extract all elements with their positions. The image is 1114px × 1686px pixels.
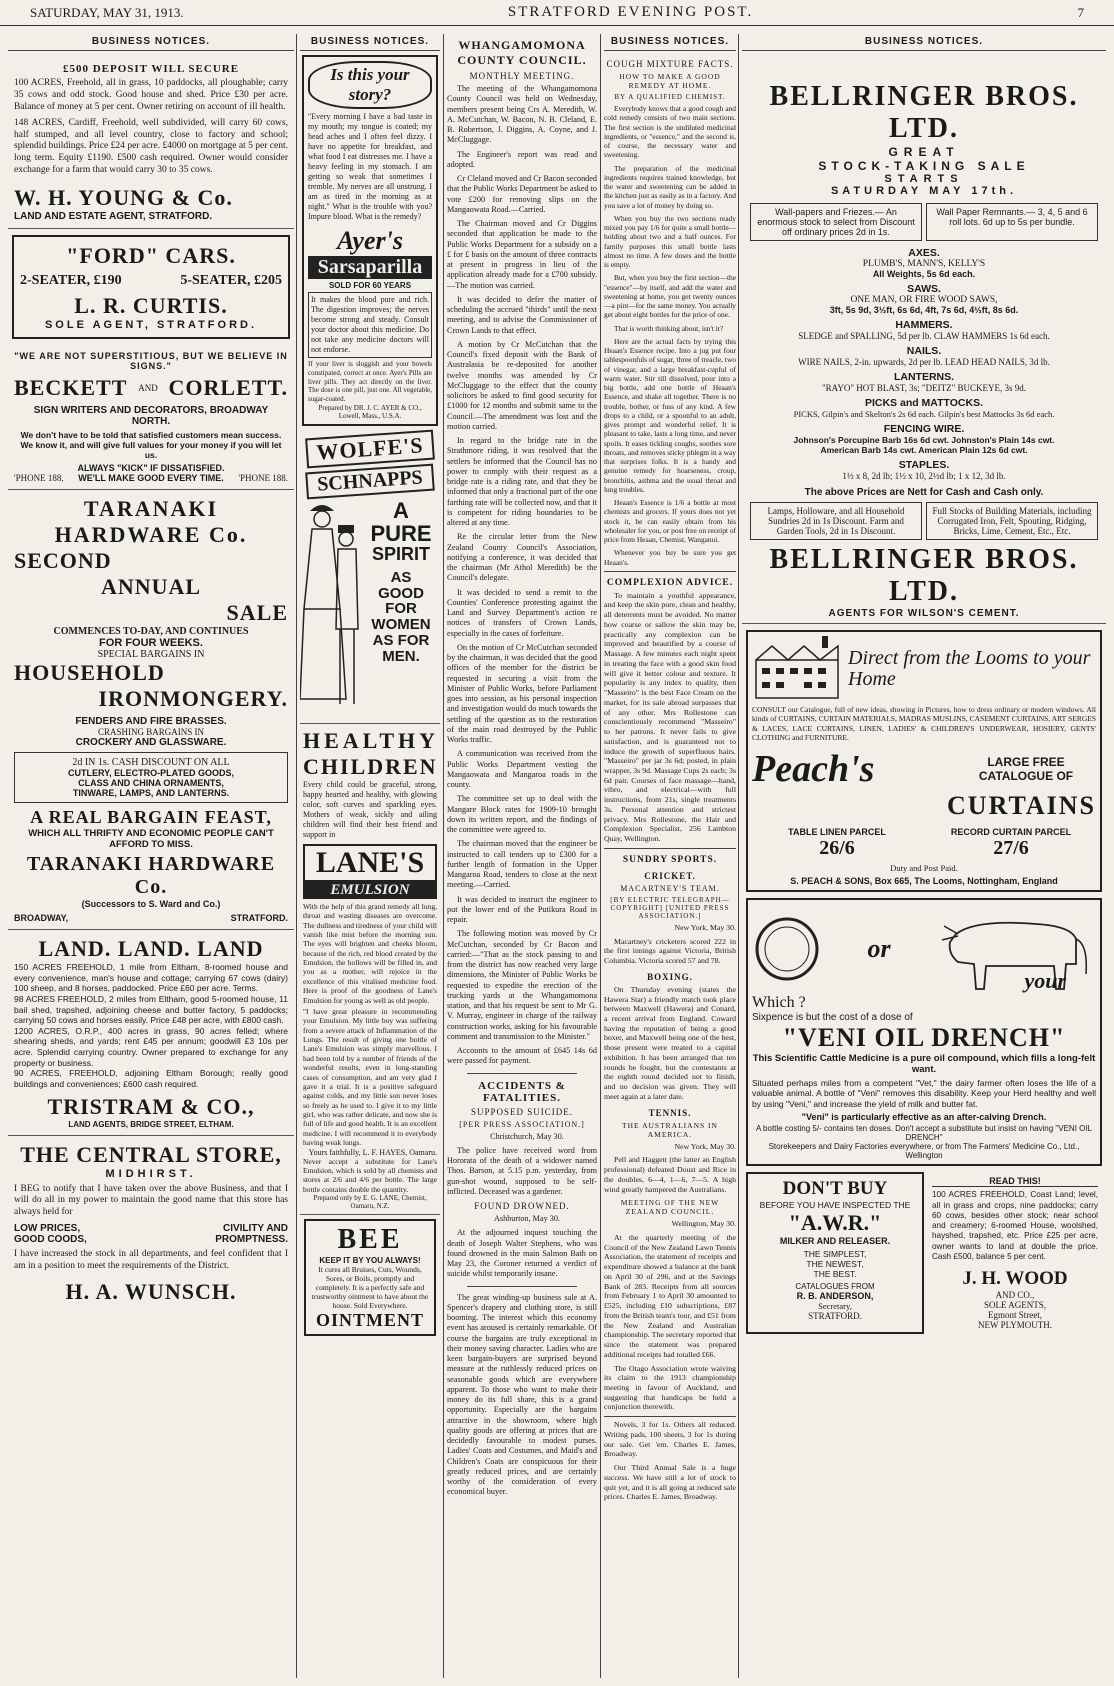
bell-remnants: Wall Paper Remnants.— 3, 4, 5 and 6 roll lots. 6d up to 5s per bundle. bbox=[926, 203, 1098, 241]
taranaki-crockery: CROCKERY AND GLASSWARE. bbox=[75, 737, 227, 748]
column-head: BUSINESS NOTICES. bbox=[8, 34, 294, 51]
council-p10: On the motion of Cr McCutchan seconded by the chairman, it was decided that the good offices of the member for the district be requested in securing a visit from the Minister of Public Works, before Parliament goes into session, as his personal inspection and investigation would do much towards the settling of the question as to the restoration of the main road destroyed by the Public Works traffic. bbox=[447, 642, 597, 744]
bell-hammers: HAMMERS. bbox=[895, 319, 953, 331]
council-p3: Cr Cleland moved and Cr Bacon seconded that the Public Works Department be asked to vote £200 for removing slips on the Mangaowata Road.—Carried. bbox=[447, 174, 597, 214]
tristram-p3: 1200 ACRES, O.R.P., 400 acres in grass, 90 acres felled; where shearing sheds, and yards; rent £45 per annum; goodwill £3 10s per acre. Splendid carrying country. Owner prepared to exchange for any property or business. bbox=[14, 1025, 288, 1068]
wolfe-as: AS bbox=[390, 568, 412, 586]
ford-title: "FORD" CARS. bbox=[66, 243, 236, 268]
tristram-title: LAND. LAND. LAND bbox=[38, 936, 264, 961]
veni-bottle: A bottle costing 5/- contains ten doses. Don't accept a substitute but insist on having "VENI OIL DRENCH" bbox=[755, 1124, 1093, 1143]
ford-tag: SOLE AGENT, STRATFORD. bbox=[44, 319, 258, 331]
column-3 bbox=[447, 34, 597, 1678]
wood-name: J. H. WOOD bbox=[962, 1268, 1068, 1290]
lane-brand: LANE'S bbox=[303, 844, 437, 882]
young-p2: 148 ACRES, Cardiff, Freehold, well subdivided, will carry 60 cows, half stumped, and all level country, close to factory and school; splendid buildings. Price £24 per acre. £4000 on mortgage at 5 per cent. long term. Equity £1190. £500 cash required. Owner would consider exchange for a farm that would carry 30 to 35 cows. bbox=[14, 117, 288, 176]
james-sale: Our Third Annual Sale is a huge success. We have still a lot of stock to quit yet, and it is all going at reduced sale prices. Charles E. James, Broadway. bbox=[604, 1463, 736, 1502]
column-rule bbox=[296, 34, 297, 1678]
awr-ad bbox=[746, 1172, 924, 1334]
veni-store: Storekeepers and Dairy Factories everywhere, or from The Farmers' Medicine Co., Ltd., Wellington bbox=[768, 1142, 1080, 1161]
masthead-date: SATURDAY, MAY 31, 1913. bbox=[30, 4, 184, 20]
boxing-body: On Thursday evening (states the Hawera Star) a friendly match took place between Maxwell (Hawera) and Conard, a recent arrival from England. Coward having the reputation of being a good boxer, and Maxwell being one of the best, those present were treated to a capital exhibition. It has been arranged that ten rounds be fought, but the contestants at the eighth round decided not to finish, and no decision was given. They will meet again at a later date. bbox=[604, 984, 736, 1101]
beckett-and: AND bbox=[138, 383, 158, 393]
peach-curtains: CURTAINS bbox=[947, 790, 1096, 820]
central-title: THE CENTRAL STORE, bbox=[20, 1141, 282, 1167]
cow-illustration-icon bbox=[936, 904, 1096, 994]
bell-stock: STOCK-TAKING SALE bbox=[818, 159, 1030, 173]
peach-parcel2: RECORD CURTAIN PARCEL bbox=[950, 826, 1072, 837]
suicide-title: SUPPOSED SUICIDE. bbox=[470, 1106, 574, 1117]
bell-fencing-line1: Johnson's Porcupine Barb 16s 6d cwt. Johnston's Plain 14s cwt. bbox=[793, 435, 1055, 445]
bee-brand: BEE bbox=[337, 1224, 403, 1255]
taranaki-commences: COMMENCES TO-DAY, AND CONTINUES bbox=[53, 626, 249, 637]
awr-dont: DON'T BUY bbox=[782, 1178, 888, 1200]
masthead bbox=[0, 0, 1114, 26]
taranaki-title: TARANAKI HARDWARE Co. bbox=[54, 496, 248, 547]
column-head: BUSINESS NOTICES. bbox=[742, 34, 1106, 51]
council-p1: The meeting of the Whangamomona County Council was held on Wednesday, members present being Crs A. Meredith, W. A. McCutchan, W. Bacon, N. B. Cleland, E. B. Robertson, J. Diggins, A. Coyne, and J. McCluggage. bbox=[447, 84, 597, 145]
beckett-name1: BECKETT bbox=[14, 375, 128, 400]
taranaki-second: SECOND bbox=[14, 548, 112, 573]
column-1 bbox=[8, 34, 294, 1678]
wolfe-brand2: SCHNAPPS bbox=[305, 463, 435, 499]
james-novels: Novels, 3 for 1s. Others all reduced. Writing pads, 100 sheets, 3 for 1s during our sale. Get 'em. Charles E. James, Broadway. bbox=[604, 1420, 736, 1459]
factory-illustration-icon bbox=[752, 636, 842, 702]
ayer-ad bbox=[302, 55, 438, 426]
council-p2: The Engineer's report was read and adopted. bbox=[447, 149, 597, 169]
beckett-kick: ALWAYS "KICK" IF DISSATISFIED. bbox=[77, 463, 225, 473]
ayer-banner: Is this your story? bbox=[308, 61, 432, 109]
veni-brand: "VENI OIL DRENCH" bbox=[782, 1022, 1066, 1052]
masthead-page: 7 bbox=[1077, 4, 1084, 20]
awr-brand: "A.W.R." bbox=[788, 1210, 882, 1236]
tristram-p4: 90 ACRES, FREEHOLD, adjoining Eltham Borough; really good buildings and conveniences; £600 cash required. bbox=[14, 1068, 288, 1089]
wood-body: 100 ACRES FREEHOLD, Coast Land; level, all in grass and crops, nine paddocks; carry 60 cows, besides other stock; near school and creamery; 6-roomed House, woolshed, hayshed, trapshed, etc. Price £25 per acre, owner wants to land at double the price. Cash £500, balance 5 per cent. bbox=[932, 1190, 1098, 1261]
taranaki-tinware: TINWARE, LAMPS, AND LANTERNS. bbox=[72, 788, 230, 798]
bee-ad bbox=[304, 1219, 436, 1336]
wood-co: AND CO., bbox=[995, 1290, 1035, 1301]
bell-name: BELLRINGER BROS. LTD. bbox=[769, 81, 1079, 144]
bell-nails: NAILS. bbox=[906, 345, 942, 357]
lane-children: CHILDREN bbox=[303, 753, 438, 779]
tristram-p2: 98 ACRES FREEHOLD, 2 miles from Eltham, good 5-roomed house, 11 bail shed, trapshed, adjoining cheese and butter factory, 5 paddocks; carrying 50 cows and horses easily. Price £48 per acre, with £800 cash. bbox=[14, 993, 288, 1026]
bell-axes-brands: PLUMB'S, MANN'S, KELLY'S bbox=[862, 259, 986, 269]
awr-newest: THE NEWEST, bbox=[806, 1259, 864, 1270]
council-sub: MONTHLY MEETING. bbox=[469, 71, 575, 81]
ayer-story: "Every morning I have a bad taste in my mouth; my tongue is coated; my head aches and I often feel dizzy. I have no appetite for breakfast, and what food I eat distresses me. I have a heavy feeling in my stomach. I am getting so weak that sometimes I tremble. My nerves are all unstrung. I am as tired in the morning as at night." What is the trouble with you? Impure blood. What is the remedy? bbox=[308, 112, 432, 221]
awr-name: R. B. ANDERSON, bbox=[796, 1291, 874, 1302]
ford-five-seater: 5-SEATER, £205 bbox=[180, 273, 282, 288]
lane-ad bbox=[300, 724, 440, 1215]
ayer-sold: SOLD FOR 60 YEARS bbox=[328, 281, 412, 290]
bell-fencing: FENCING WIRE. bbox=[883, 423, 965, 435]
bee-body: It cures all Bruises, Cuts, Wounds, Sores, or Boils, promptly and completely. It is a perfectly safe and trustworthy ointment to have about the house. Sold Everywhere. bbox=[311, 1265, 429, 1310]
central-civ: CIVILITY AND bbox=[222, 1223, 288, 1235]
bell-lanterns-line: "RAYO" HOT BLAST, 3s; "DEITZ" BUCKEYE, 3s 9d. bbox=[821, 383, 1027, 393]
peach-price1: 26/6 bbox=[819, 836, 855, 859]
wood-place: NEW PLYMOUTH. bbox=[978, 1320, 1052, 1331]
beckett-name2: CORLETT. bbox=[168, 375, 288, 400]
tennis-body-3: The Otago Association wrote waiving its claim to the 1913 championship meeting in favour of Auckland, and suggesting that handicaps be held a conjunction therewith. bbox=[604, 1363, 736, 1412]
young-tag: LAND AND ESTATE AGENT, STRATFORD. bbox=[14, 211, 213, 222]
council-p7: In regard to the bridge rate in the Strathmore riding, it was resolved that the settlers be informed that the Council has no power to comply with their request as a bridge rate is a riding rate, and that they be informed that only a fractional part of the one farthing rate will be collected now, and that it is competent for riding boundaries to be altered at any time. bbox=[447, 436, 597, 527]
awr-best: THE BEST. bbox=[813, 1269, 857, 1280]
central-ad bbox=[8, 1136, 294, 1311]
tristram-p1: 150 ACRES FREEHOLD, 1 mile from Eltham, 8-roomed house and every convenience, man's house and cottage; carrying 67 cows (dairy) 100 sheep, and 8 horses, paddocked. Price £60 per acre. Terms. bbox=[14, 962, 288, 994]
boxing-title: BOXING. bbox=[647, 971, 693, 982]
bell-building: Full Stocks of Building Materials, including Corrugated Iron, Felt, Spouting, Ridging, Bricks, Lime, Cement, Etc., Etc. bbox=[926, 502, 1098, 540]
awr-simplest: THE SIMPLEST, bbox=[803, 1249, 867, 1260]
bell-picks-line: PICKS, Gilpin's and Skelton's 2s 6d each. Gilpin's best Mattocks 3s 6d each. bbox=[793, 409, 1055, 419]
wolfe-women: WOMEN bbox=[371, 616, 431, 634]
taranaki-ad bbox=[8, 490, 294, 930]
bell-nett: The above Prices are Nett for Cash and Cash only. bbox=[804, 487, 1044, 498]
coin-icon bbox=[752, 914, 822, 984]
taranaki-stratford: STRATFORD. bbox=[230, 913, 288, 923]
cough-p6: Here are the actual facts by trying this Heaan's Essence recipe. Into a jug put four tablespoonfuls of sugar, three of treacle, two of vinegar, and a large breakfast-cupful of warm water. Stir till dissolved, pour into a big bottle, add one bottle of Heaan's Essence, and shake all together. There is no trouble, bother, or fuss of any kind. A few drops to a child, or a spoonful to an adult, gives prompt and wonderful relief. It is pleasant to take, lasts a long time, and never spoils. It eases tickling coughs, soothes sore throats, and removes sticky phlegm in a way that surprises folks. It is a handy and genuine remedy for hoarseness, croup, bronchitis, asthma and the usual throat and lung troubles. bbox=[604, 336, 736, 494]
peach-consult: CONSULT our Catalogue, full of new ideas, showing in Pictures, how to dress ordinary or modern windows. All kinds of CURTAINS, CURTAIN MATERIALS, MADRAS MUSLINS, CASEMENT CURTAINS, ART SERGES & LACES, LACE CURTAINS, LINEN, LADIES' & CHILDREN'S UNDERWEAR, HOSIERY, GENTS' CLOTHING and FURNITURE. bbox=[752, 705, 1096, 743]
column-2 bbox=[300, 34, 440, 1678]
cricket-team: MACARTNEY'S TEAM. bbox=[620, 883, 720, 893]
wolfe-a: A bbox=[393, 497, 409, 523]
bell-wallpaper: Wall-papers and Friezes.— An enormous stock to select from Discount off ordinary prices 2d in 1s. bbox=[750, 203, 922, 241]
bell-lanterns: LANTERNS. bbox=[893, 371, 955, 383]
cough-how: HOW TO MAKE A GOOD REMEDY AT HOME. bbox=[619, 72, 721, 90]
lane-body: With the help of this grand remedy all lung, throat and wasting diseases are overcome. The dullness and tiredness of your child will vanish like mist before the morning sun. The eyes will brighten and cheeks bloom, because of the rich, red blood created by the Emulsion, the hollows will be filled in, and you as a mother, will rejoice in the excellence of this vitalised medicine food. Here is proof of the goodness of Lane's Emulsion for young as well as old people. bbox=[303, 901, 437, 1005]
ford-name: L. R. CURTIS. bbox=[74, 293, 228, 318]
wolfe-pure: PURE bbox=[370, 520, 432, 546]
peach-price2: 27/6 bbox=[993, 836, 1029, 859]
central-body: I BEG to notify that I have taken over the above Business, and that I will do all in my power to maintain the good name that this store has always held for bbox=[14, 1183, 288, 1218]
bell-axes: AXES. bbox=[908, 247, 940, 259]
central-prompt: PROMPTNESS. bbox=[215, 1234, 288, 1246]
bell-hammers-line: SLEDGE and SPALLING, 5d per lb. CLAW HAMMERS 1s 6d each. bbox=[798, 331, 1050, 341]
tennis-meeting: MEETING OF THE NEW ZEALAND COUNCIL. bbox=[620, 1198, 720, 1217]
complexion-body: To maintain a youthful appearance, and keep the skin pure, clean and healthy, all deterrents must be avoided. No matter how coarse or sallow the skin may be, practically any complexion can be improved and beautified by a course of Massage. A few minutes each night spent in treating the face with a good skin food will give it better colour and texture. It popularity is any index to quality, then "Masseiro" is the best Face Cream on the market, for its sale abroad surpasses that of any other. Mrs Rollestone can conscientiously recommend "Masseiro" to her patrons. It never fails to give satisfaction, and is guaranteed not to induce the growth of superfluous hairs. "Masseiro" per jar 3s 6d; posted, in plain wrapper, 3s 9d. Massage Cups 2s each; 3s 6d pair. Courses of face massage—hand, vibro, and electrical—with full instructions, from 21s, single treatments 3s. Personal attention and strictest privacy. Mrs Rollestone, the Hair and Complexion Specialist, 256 Lambton Quay, Wellington. bbox=[604, 590, 736, 844]
bell-saws-line: ONE MAN, OR FIRE WOOD SAWS, bbox=[850, 295, 998, 305]
veni-which: Which ? bbox=[752, 993, 806, 1011]
bell-starts: STARTS bbox=[884, 173, 964, 185]
council-p6: A motion by Cr McCutchan that the Council's fixed deposit with the Bank of Australasia be re-deposited for another twelve months was amended by Cr McCluggage to the effect that the county solicitors be asked to find good security for £1000 for 12 months and submit same to the Council.—The amendment was lost and the motion carried. bbox=[447, 339, 597, 431]
column-rule bbox=[443, 34, 444, 1678]
bell-saws: SAWS. bbox=[907, 283, 941, 295]
lane-healthy: HEALTHY bbox=[303, 727, 440, 753]
council-p9: It was decided to send a remit to the Counties' Conference protesting against the Land and Survey Department's action re notices of transfers of Crown Lands, especially in the cases of forfeiture. bbox=[447, 587, 597, 638]
veni-or: or bbox=[867, 933, 891, 963]
bell-staples: STAPLES. bbox=[898, 459, 950, 471]
column-rule bbox=[738, 34, 739, 1678]
veni-effective: "Veni" is particularly effective as an after-calving Drench. bbox=[801, 1112, 1047, 1123]
taranaki-feast: A REAL BARGAIN FEAST, bbox=[30, 807, 272, 827]
beckett-phone-right: 'PHONE 188. bbox=[238, 473, 288, 483]
lane-letter: "I have great pleasure in recommending your Emulsion. My little boy was suffering from a severe attack of Inflammation of the Lungs. The result of giving one bottle of Lane's Emulsion was simply marvellous. I had been told by a number of friends of the wonderful results, even in long-standing cases of consumption, and am very glad I gave it a trial. It is a positive safeguard against colds, and my little son never loses so freely as he used to. I give it to my little girl, who was rather delicate, and now she is full of life and good health. It is an excellent medicine. I will recommend it to everybody having weak lungs. bbox=[303, 1006, 437, 1148]
masthead-paper: STRATFORD EVENING POST. bbox=[507, 4, 754, 20]
peach-duty: Duty and Post Paid. bbox=[890, 862, 958, 873]
council-p16: Accounts to the amount of £645 14s 6d were passed for payment. bbox=[447, 1046, 597, 1066]
dateline-wellington: Wellington, May 30. bbox=[671, 1219, 736, 1229]
veni-your: your bbox=[1024, 967, 1066, 993]
veni-sci: This Scientific Cattle Medicine is a pure oil compound, which fills a long-felt want. bbox=[752, 1052, 1096, 1075]
council-p4: The Chairman moved and Cr Diggins seconded that application be made to the Public Works Department for a subsidy on a £ for £ basis on the amount of three contracts at present in progress in lieu of the application already made for a £700 subsidy.—The motion was carried. bbox=[447, 219, 597, 290]
bee-keep: KEEP IT BY YOU ALWAYS! bbox=[319, 1256, 421, 1265]
column-5 bbox=[742, 34, 1106, 1678]
council-p11: A communication was received from the Public Works Department vesting the Mangaowata and Mangaroa roads in the county. bbox=[447, 749, 597, 789]
cough-p2: The preparation of the medicinal ingredients requires trained knowledge, but the water and sweetening can be added in the kitchen just as easily as in a factory. And you save a lot of money by doing so. bbox=[604, 163, 736, 210]
awr-before: BEFORE YOU HAVE INSPECTED THE bbox=[759, 1200, 911, 1211]
bell-great: GREAT bbox=[888, 145, 960, 159]
beckett-phone-left: 'PHONE 188. bbox=[14, 473, 64, 483]
cricket-body: Macartney's cricketers scored 222 in the first innings against Victoria, British Columbia. Victoria scored 57 and 78. bbox=[604, 936, 736, 966]
tristram-tag: LAND AGENTS, BRIDGE STREET, ELTHAM. bbox=[68, 1119, 234, 1129]
veni-six: Sixpence is but the cost of a dose of bbox=[752, 1011, 913, 1023]
awr-milker: MILKER AND RELEASER. bbox=[779, 1236, 891, 1247]
young-p1: 100 ACRES, Freehold, all in grass, 10 paddocks, all ploughable; carry 35 cows and odd stock. Good house and shed. Price £30 per acre. Balance of money at 5 per cent. Owner retiring on account of ill health. bbox=[14, 78, 288, 112]
beckett-ad bbox=[8, 345, 294, 490]
cough-p3: When you buy the two sections ready mixed you pay 1/6 for quite a small bottle—holding about two and a half ounces. For family purposes this small bottle lasts almost no time. A few doses and the bottle is empty. bbox=[604, 213, 736, 269]
cough-p7: Heaan's Essence is 1/6 a bottle at most chemists and grocers. If yours does not yet stock it, he can easily obtain from his wholesaler for you, or post free on receipt of price from Heaan, Chemist, Wanganui. bbox=[604, 498, 736, 544]
peach-ad bbox=[746, 630, 1102, 892]
taranaki-china: CLASS AND CHINA ORNAMENTS, bbox=[78, 778, 224, 788]
wood-sole: SOLE AGENTS, bbox=[983, 1300, 1046, 1311]
bell-saturday: SATURDAY MAY 17th. bbox=[830, 185, 1018, 197]
tennis-body-2: At the quarterly meeting of the Council of the New Zealand Lawn Tennis Association, the statement of receipts and expenditure showed a balance at the bank on April 30 of 296, and at the Savings Bank of 283. Receipts from all sources from February 1 to April 30 amounted to £525, including £10 subscriptions, £87 from the British team's tour, and £51 from the New Zealand and Australian championship. The secretary reported that since the statement was prepared additional receipts had totalled £66. bbox=[604, 1233, 736, 1359]
ayer-claims: It makes the blood pure and rich. The digestion improves; the nerves become strong and steady. Consult your doctor about this medicine. Do not take any medicine doctors will not endorse. bbox=[308, 292, 432, 358]
column-4 bbox=[604, 34, 736, 1678]
wood-ad bbox=[928, 1172, 1102, 1334]
dateline-christchurch: Christchurch, May 30. bbox=[490, 1131, 564, 1141]
council-title: WHANGAMOMONA COUNTY COUNCIL. bbox=[457, 38, 587, 67]
bell-fencing-line2: American Barb 14s cwt. American Plain 12s 6d cwt. bbox=[820, 445, 1028, 455]
taranaki-crashing: CRASHING BARGAINS IN bbox=[97, 727, 204, 737]
awr-catalogues: CATALOGUES FROM bbox=[795, 1282, 875, 1292]
central-good: GOOD COODS, bbox=[14, 1234, 87, 1246]
tristram-ad bbox=[8, 930, 294, 1136]
bellringer-ad bbox=[742, 51, 1106, 624]
bell-picks: PICKS and MATTOCKS. bbox=[864, 397, 984, 409]
lane-prep: Prepared only by E. G. LANE, Chemist, Oamaru, N.Z. bbox=[313, 1194, 427, 1210]
awr-secretary: Secretary, bbox=[818, 1301, 852, 1312]
wolfe-spirit: SPIRIT bbox=[371, 543, 430, 564]
beckett-line1: We don't have to be told that satisfied customers mean success. bbox=[20, 430, 282, 440]
ayer-fine: If your liver is sluggish and your bowels constipated, correct at once. Ayer's Pills are liver pills. They act directly on the liver. The dose is one pill, just one. All vegetable, sugar-coated. bbox=[308, 360, 432, 403]
council-p13: The chairman moved that the engineer be instructed to call tenders up to £300 for a further length of formation in the Upper Mangaroa Road, tenders to close at the next meeting.—Carried. bbox=[447, 839, 597, 890]
cough-p8: Whenever you buy be sure you get Heaan's. bbox=[604, 548, 736, 567]
bell-agents: AGENTS FOR WILSON'S CEMENT. bbox=[828, 608, 1020, 619]
column-rule bbox=[600, 34, 601, 1678]
taranaki-title2: TARANAKI HARDWARE Co. bbox=[26, 853, 276, 898]
dateline-newyork-2: New York, May 30. bbox=[674, 1141, 736, 1151]
bell-axes-weights: All Weights, 5s 6d each. bbox=[872, 269, 976, 279]
council-p14: It was decided to instruct the engineer to put the lower end of the Putikura Road in repair. bbox=[447, 894, 597, 924]
taranaki-annual: ANNUAL bbox=[100, 574, 202, 599]
taranaki-household: HOUSEHOLD bbox=[14, 660, 165, 685]
dateline-ashburton: Ashburton, May 30. bbox=[494, 1214, 560, 1223]
tennis-aus: THE AUSTRALIANS IN AMERICA. bbox=[622, 1120, 718, 1139]
ayer-brand2: Sarsaparilla bbox=[308, 256, 432, 279]
taranaki-ironmongery: IRONMONGERY. bbox=[98, 686, 288, 711]
sports-title: SUNDRY SPORTS. bbox=[622, 854, 718, 865]
bell-name2: BELLRINGER BROS. LTD. bbox=[769, 544, 1079, 607]
cough-p1: Everybody knows that a good cough and cold remedy consists of two main sections. The first section is the undiluted medicinal ingredients, or "essence," and the second is, of course, the necessary water and sweetening. bbox=[604, 104, 736, 160]
column-head: BUSINESS NOTICES. bbox=[604, 34, 736, 51]
bell-saws-prices: 3ft, 5s 9d, 3½ft, 6s 6d, 4ft, 7s 6d, 4½ft, 8s 6d. bbox=[829, 305, 1019, 315]
tristram-name: TRISTRAM & CO., bbox=[47, 1093, 255, 1119]
peach-maker: S. PEACH & SONS, Box 665, The Looms, Nottingham, England bbox=[790, 875, 1058, 886]
peach-brand: Peach's bbox=[752, 747, 875, 790]
wolfe-asfor: AS FOR bbox=[372, 631, 430, 649]
council-p15: The following motion was moved by Cr McCutchan, seconded by Cr Bacon and carried:—"That as the stock passing to and from the district has now reached very large dimensions, the Minister of Public Works be requested to expedite the erection of the trucking yards at the Whangamomona station, and that his request be sent to Mr G. V. Murray, engineer in charge of the railway construction works, asking for his favourable comment and transmission to the Minister." bbox=[447, 929, 597, 1041]
beckett-trade: SIGN WRITERS AND DECORATORS, BROADWAY NORTH. bbox=[33, 405, 269, 427]
couple-illustration-icon bbox=[300, 499, 362, 719]
central-place: MIDHIRST. bbox=[105, 1167, 197, 1180]
taranaki-thrifty: WHICH ALL THRIFTY AND ECONOMIC PEOPLE CAN'T AFFORD TO MISS. bbox=[28, 828, 274, 850]
central-low: LOW PRICES, bbox=[14, 1223, 81, 1235]
council-p5: It was decided to defer the matter of scheduling the accrued "thirds" until the next meeting, and to advise the Commissioner of Crown Lands to that effect. bbox=[447, 294, 597, 335]
peach-large: LARGE FREE CATALOGUE OF bbox=[978, 754, 1074, 783]
tennis-title: TENNIS. bbox=[648, 1107, 692, 1118]
taranaki-broadway: BROADWAY, bbox=[14, 913, 69, 923]
ayer-prep: Prepared by DR. J. C. AYER & CO., Lowell, Mass., U.S.A. bbox=[318, 403, 422, 420]
complexion-title: COMPLEXION ADVICE. bbox=[606, 577, 734, 588]
tennis-body-1: Pell and Haggett (the latter an English professional) defeated Doust and Rice in the doubles, 6—4, 1—6, 7—5. A high wind greatly hampered the Australians. bbox=[604, 1155, 736, 1194]
wolfe-men: MEN. bbox=[382, 647, 420, 665]
bee-ointment: OINTMENT bbox=[315, 1310, 424, 1330]
ayer-brand1: Ayer's bbox=[337, 226, 403, 255]
lane-intro: Every child could be graceful, strong, happy hearted and healthy, with glowing color, soft curves and sparkling eyes. Mothers of weak, sickly and ailing children will find their best friend and support in bbox=[303, 779, 437, 839]
drowned-title: FOUND DROWNED. bbox=[474, 1201, 570, 1211]
council-p8: Re the circular letter from the New Zealand County Council's Association, notifying a conference, it was decided that the chairman (Mr Athol Meredith) be the Council's delegate. bbox=[447, 532, 597, 583]
central-name: H. A. WUNSCH. bbox=[65, 1278, 237, 1304]
lane-sign: Yours faithfully, L. F. HAYES, Oamaru. bbox=[308, 1147, 437, 1157]
cough-by: BY A QUALIFIED CHEMIST. bbox=[614, 93, 726, 101]
veni-situated: Situated perhaps miles from a competent "Vet," the dairy farmer often loses the life of a valuable animal. A bottle of "Veni" removes this disability. Keep your Herd healthy and well by using "Veni," and increase the yield of milk and butter fat. bbox=[752, 1077, 1096, 1109]
suicide-body: The police have received word from Hororata of the death of a widower named Thos. Barson, at 5.15 p.m. yesterday, from gun-shot wound, supposed to be self-inflicted. Deceased was a gardener. bbox=[447, 1145, 597, 1196]
young-title: £500 DEPOSIT WILL SECURE bbox=[62, 63, 240, 75]
wood-read: READ THIS! bbox=[932, 1176, 1098, 1187]
lane-emulsion: EMULSION bbox=[303, 882, 437, 899]
cricket-title: CRICKET. bbox=[644, 870, 696, 881]
peach-parcel1: TABLE LINEN PARCEL bbox=[788, 826, 886, 837]
column-head: BUSINESS NOTICES. bbox=[300, 34, 440, 51]
veni-ad bbox=[746, 898, 1102, 1167]
bell-staples-line: 1½ x 8, 2d lb; 1½ x 10, 2½d lb; 1 x 12, 3d lb. bbox=[842, 471, 1006, 481]
telegraph-note: [BY ELECTRIC TELEGRAPH—COPYRIGHT] [UNITED PRESS ASSOCIATION.] bbox=[610, 895, 730, 920]
lane-never: Never accept a substitute for Lane's Emulsion, which is sold by all chemists and stores at 2/6 and 4/6 per bottle. The large bottle contains double the quantity. bbox=[303, 1156, 437, 1194]
council-p12: The committee set up to deal with the Mangare Block rates for 1909-10 brought down its written report, and the findings of the committee were agreed to. bbox=[447, 794, 597, 834]
taranaki-cutlery: CUTLERY, ELECTRO-PLATED GOODS, bbox=[67, 768, 234, 778]
dateline-newyork: New York, May 30. bbox=[674, 922, 736, 932]
accidents-title: ACCIDENTS & FATALITIES. bbox=[478, 1079, 566, 1104]
beckett-quote: "WE ARE NOT SUPERSTITIOUS, BUT WE BELIEVE IN SIGNS." bbox=[14, 351, 288, 371]
wolfe-for: FOR bbox=[385, 600, 417, 618]
taranaki-special: SPECIAL BARGAINS IN bbox=[97, 649, 205, 660]
young-ad bbox=[8, 51, 294, 229]
central-stock: I have increased the stock in all departments, and feel confident that I am in a position to meet the requirements of the District. bbox=[14, 1249, 288, 1271]
taranaki-fenders: FENDERS AND FIRE BRASSES. bbox=[75, 716, 227, 727]
beckett-good: WE'LL MAKE GOOD EVERY TIME. bbox=[78, 473, 224, 483]
cough-title: COUGH MIXTURE FACTS. bbox=[606, 59, 734, 69]
beckett-line2: We know it, and will give full values for your money if you will let us. bbox=[20, 440, 282, 460]
ford-two-seater: 2-SEATER, £190 bbox=[20, 273, 122, 288]
taranaki-sale: SALE bbox=[226, 600, 288, 625]
young-name: W. H. YOUNG & Co. bbox=[14, 185, 233, 210]
bell-nails-line: WIRE NAILS, 2-in. upwards, 2d per lb. LEAD HEAD NAILS, 3d lb. bbox=[798, 357, 1050, 367]
awr-place: STRATFORD. bbox=[808, 1311, 862, 1322]
peach-direct: Direct from the Looms to your Home bbox=[848, 647, 1091, 690]
wolfe-good: GOOD bbox=[378, 584, 424, 602]
drowned-body: At the adjourned inquest touching the death of Joseph Walter Stephens, who was found drowned in the main Salmon Bath on May 23, the Coroner returned a verdict of suicide whilst temporarily insane. bbox=[447, 1228, 597, 1279]
wood-street: Egmont Street, bbox=[988, 1310, 1042, 1321]
cough-p5: That is worth thinking about, isn't it? bbox=[614, 323, 724, 333]
taranaki-discount: 2d IN 1s. CASH DISCOUNT ON ALL bbox=[72, 757, 230, 768]
press-assoc: [PER PRESS ASSOCIATION.] bbox=[459, 1119, 585, 1129]
bell-lamps: Lamps, Holloware, and all Household Sundries 2d in 1s Discount. Farm and Garden Tools, 2d in 1s Discount. bbox=[750, 502, 922, 540]
taranaki-weeks: FOR FOUR WEEKS. bbox=[99, 637, 203, 649]
wolfe-brand1: WOLFE'S bbox=[305, 429, 435, 468]
taranaki-successors: (Successors to S. Ward and Co.) bbox=[81, 899, 221, 909]
wolfe-ad bbox=[300, 430, 440, 724]
ford-ad bbox=[12, 235, 290, 339]
cough-p4: But, when you buy the first section—the "essence"—by itself, and add the water and sweetening at home, you get twenty ounces—a pint—for the same money. You actually get about eight bottles for the price of one. bbox=[604, 273, 736, 320]
spencer-sale: The great winding-up business sale at A. Spencer's drapery and clothing store, is still booming. The interest which this economy event has aroused is certainly remarkable. Of course the bargains are truly exceptional in their money saving character. Ladies who are keen bargain-buyers are surprised beyond measure at the ruthlessly reduced prices on seasonable goods which are everywhere apparent. To those who want to make their money do its full share, this is a grand opportunity. Especially are the bargains attractive in the showroom, where high quality goods are offering at prices that are decidedly favourable to modest purses. Ladies' Coats and Costumes, and Maid's and Children's Coats are conspicuous for their greatly reduced prices, and are certainly worthy of the consideration of every economical buyer. bbox=[447, 1292, 597, 1497]
